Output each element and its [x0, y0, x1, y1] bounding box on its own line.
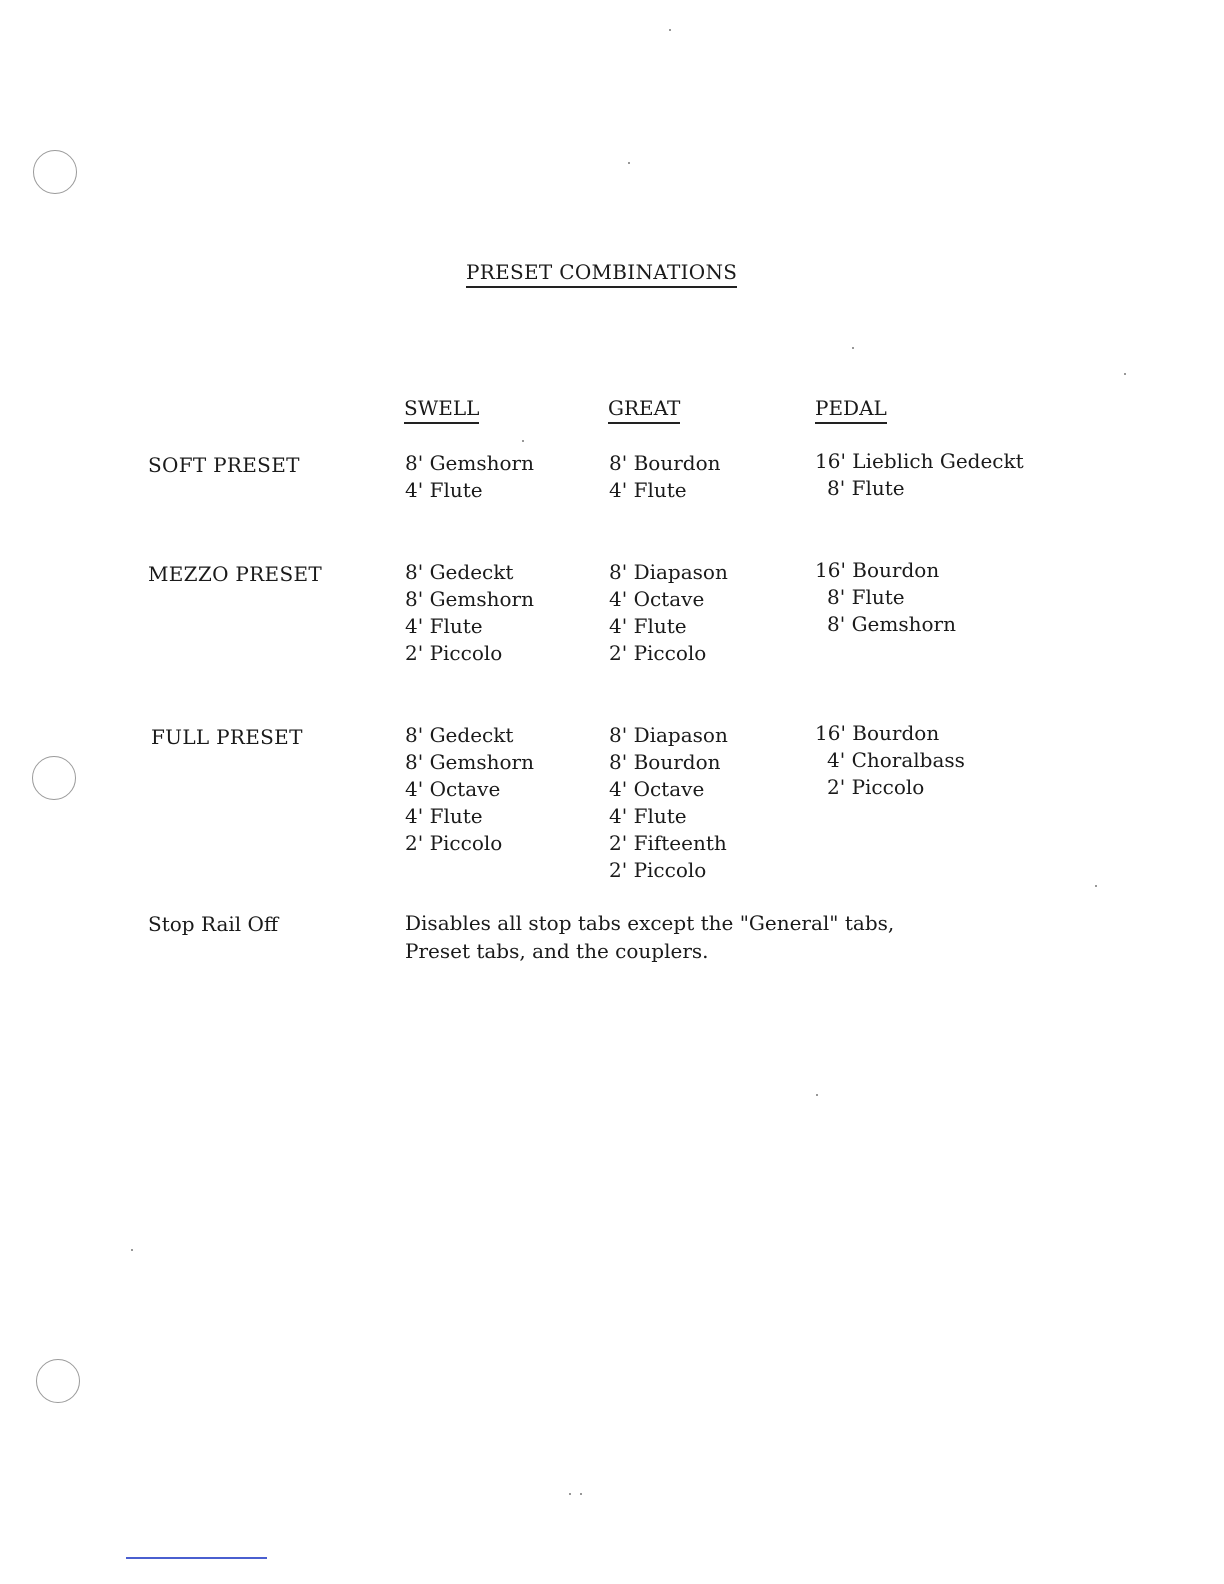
full-pedal-stops: [815, 720, 965, 801]
stop-item: 2' Piccolo: [609, 858, 707, 882]
preset-label-mezzo: MEZZO PRESET: [148, 562, 322, 586]
stop-item: 4' Choralbass: [827, 748, 965, 772]
stop-item: 4' Flute: [405, 804, 483, 828]
stop-item: 2' Piccolo: [827, 775, 925, 799]
stop-item: 4' Flute: [609, 804, 687, 828]
scan-speck: [569, 1493, 571, 1495]
stop-item: 4' Octave: [609, 587, 705, 611]
stop-item: 8' Flute: [827, 585, 905, 609]
punch-hole-top: [33, 150, 77, 194]
soft-great-stops: [609, 450, 720, 504]
stop-item: 8' Gemshorn: [405, 451, 534, 475]
mezzo-pedal-stops: [815, 557, 956, 638]
stop-item: 2' Fifteenth: [609, 831, 727, 855]
preset-label-full: FULL PRESET: [151, 725, 303, 749]
stop-item: 8' Diapason: [609, 560, 728, 584]
stop-item: 4' Flute: [405, 614, 483, 638]
stop-item: 8' Diapason: [609, 723, 728, 747]
page-title: PRESET COMBINATIONS: [466, 260, 737, 288]
scan-speck: [816, 1094, 818, 1096]
description-line: Preset tabs, and the couplers.: [405, 939, 709, 963]
scan-speck: [669, 29, 671, 31]
scan-speck: [522, 440, 524, 442]
stop-rail-description: [405, 909, 965, 965]
scan-speck: [628, 162, 630, 164]
stop-item: 8' Bourdon: [609, 451, 721, 475]
column-heading-swell: SWELL: [404, 396, 479, 424]
stop-item: 8' Gedeckt: [405, 723, 514, 747]
soft-swell-stops: [405, 450, 534, 504]
stop-item: 16' Bourdon: [815, 558, 940, 582]
full-swell-stops: [405, 722, 534, 857]
stop-item: 4' Octave: [609, 777, 705, 801]
column-heading-pedal: PEDAL: [815, 396, 887, 424]
mezzo-great-stops: [609, 559, 728, 667]
stop-item: 8' Bourdon: [609, 750, 721, 774]
stop-item: 8' Gedeckt: [405, 560, 514, 584]
punch-hole-middle: [32, 756, 76, 800]
stop-item: 4' Octave: [405, 777, 501, 801]
scan-speck: [1124, 373, 1126, 375]
stop-item: 4' Flute: [405, 478, 483, 502]
description-line: Disables all stop tabs except the "General" tabs,: [405, 911, 895, 935]
punch-hole-bottom: [36, 1359, 80, 1403]
stop-item: 8' Flute: [827, 476, 905, 500]
stop-item: 16' Bourdon: [815, 721, 940, 745]
soft-pedal-stops: [815, 448, 1024, 502]
footer-rule: [126, 1557, 267, 1559]
scan-speck: [1095, 885, 1097, 887]
stop-item: 16' Lieblich Gedeckt: [815, 449, 1024, 473]
stop-rail-label: Stop Rail Off: [148, 912, 279, 936]
scan-speck: [580, 1493, 582, 1495]
stop-item: 8' Gemshorn: [405, 587, 534, 611]
scan-speck: [131, 1249, 133, 1251]
stop-item: 4' Flute: [609, 478, 687, 502]
stop-item: 8' Gemshorn: [405, 750, 534, 774]
stop-item: 8' Gemshorn: [827, 612, 956, 636]
stop-item: 2' Piccolo: [405, 831, 503, 855]
stop-item: 2' Piccolo: [405, 641, 503, 665]
full-great-stops: [609, 722, 728, 884]
mezzo-swell-stops: [405, 559, 534, 667]
column-heading-great: GREAT: [608, 396, 680, 424]
stop-item: 2' Piccolo: [609, 641, 707, 665]
scan-speck: [852, 347, 854, 349]
stop-item: 4' Flute: [609, 614, 687, 638]
preset-label-soft: SOFT PRESET: [148, 453, 300, 477]
